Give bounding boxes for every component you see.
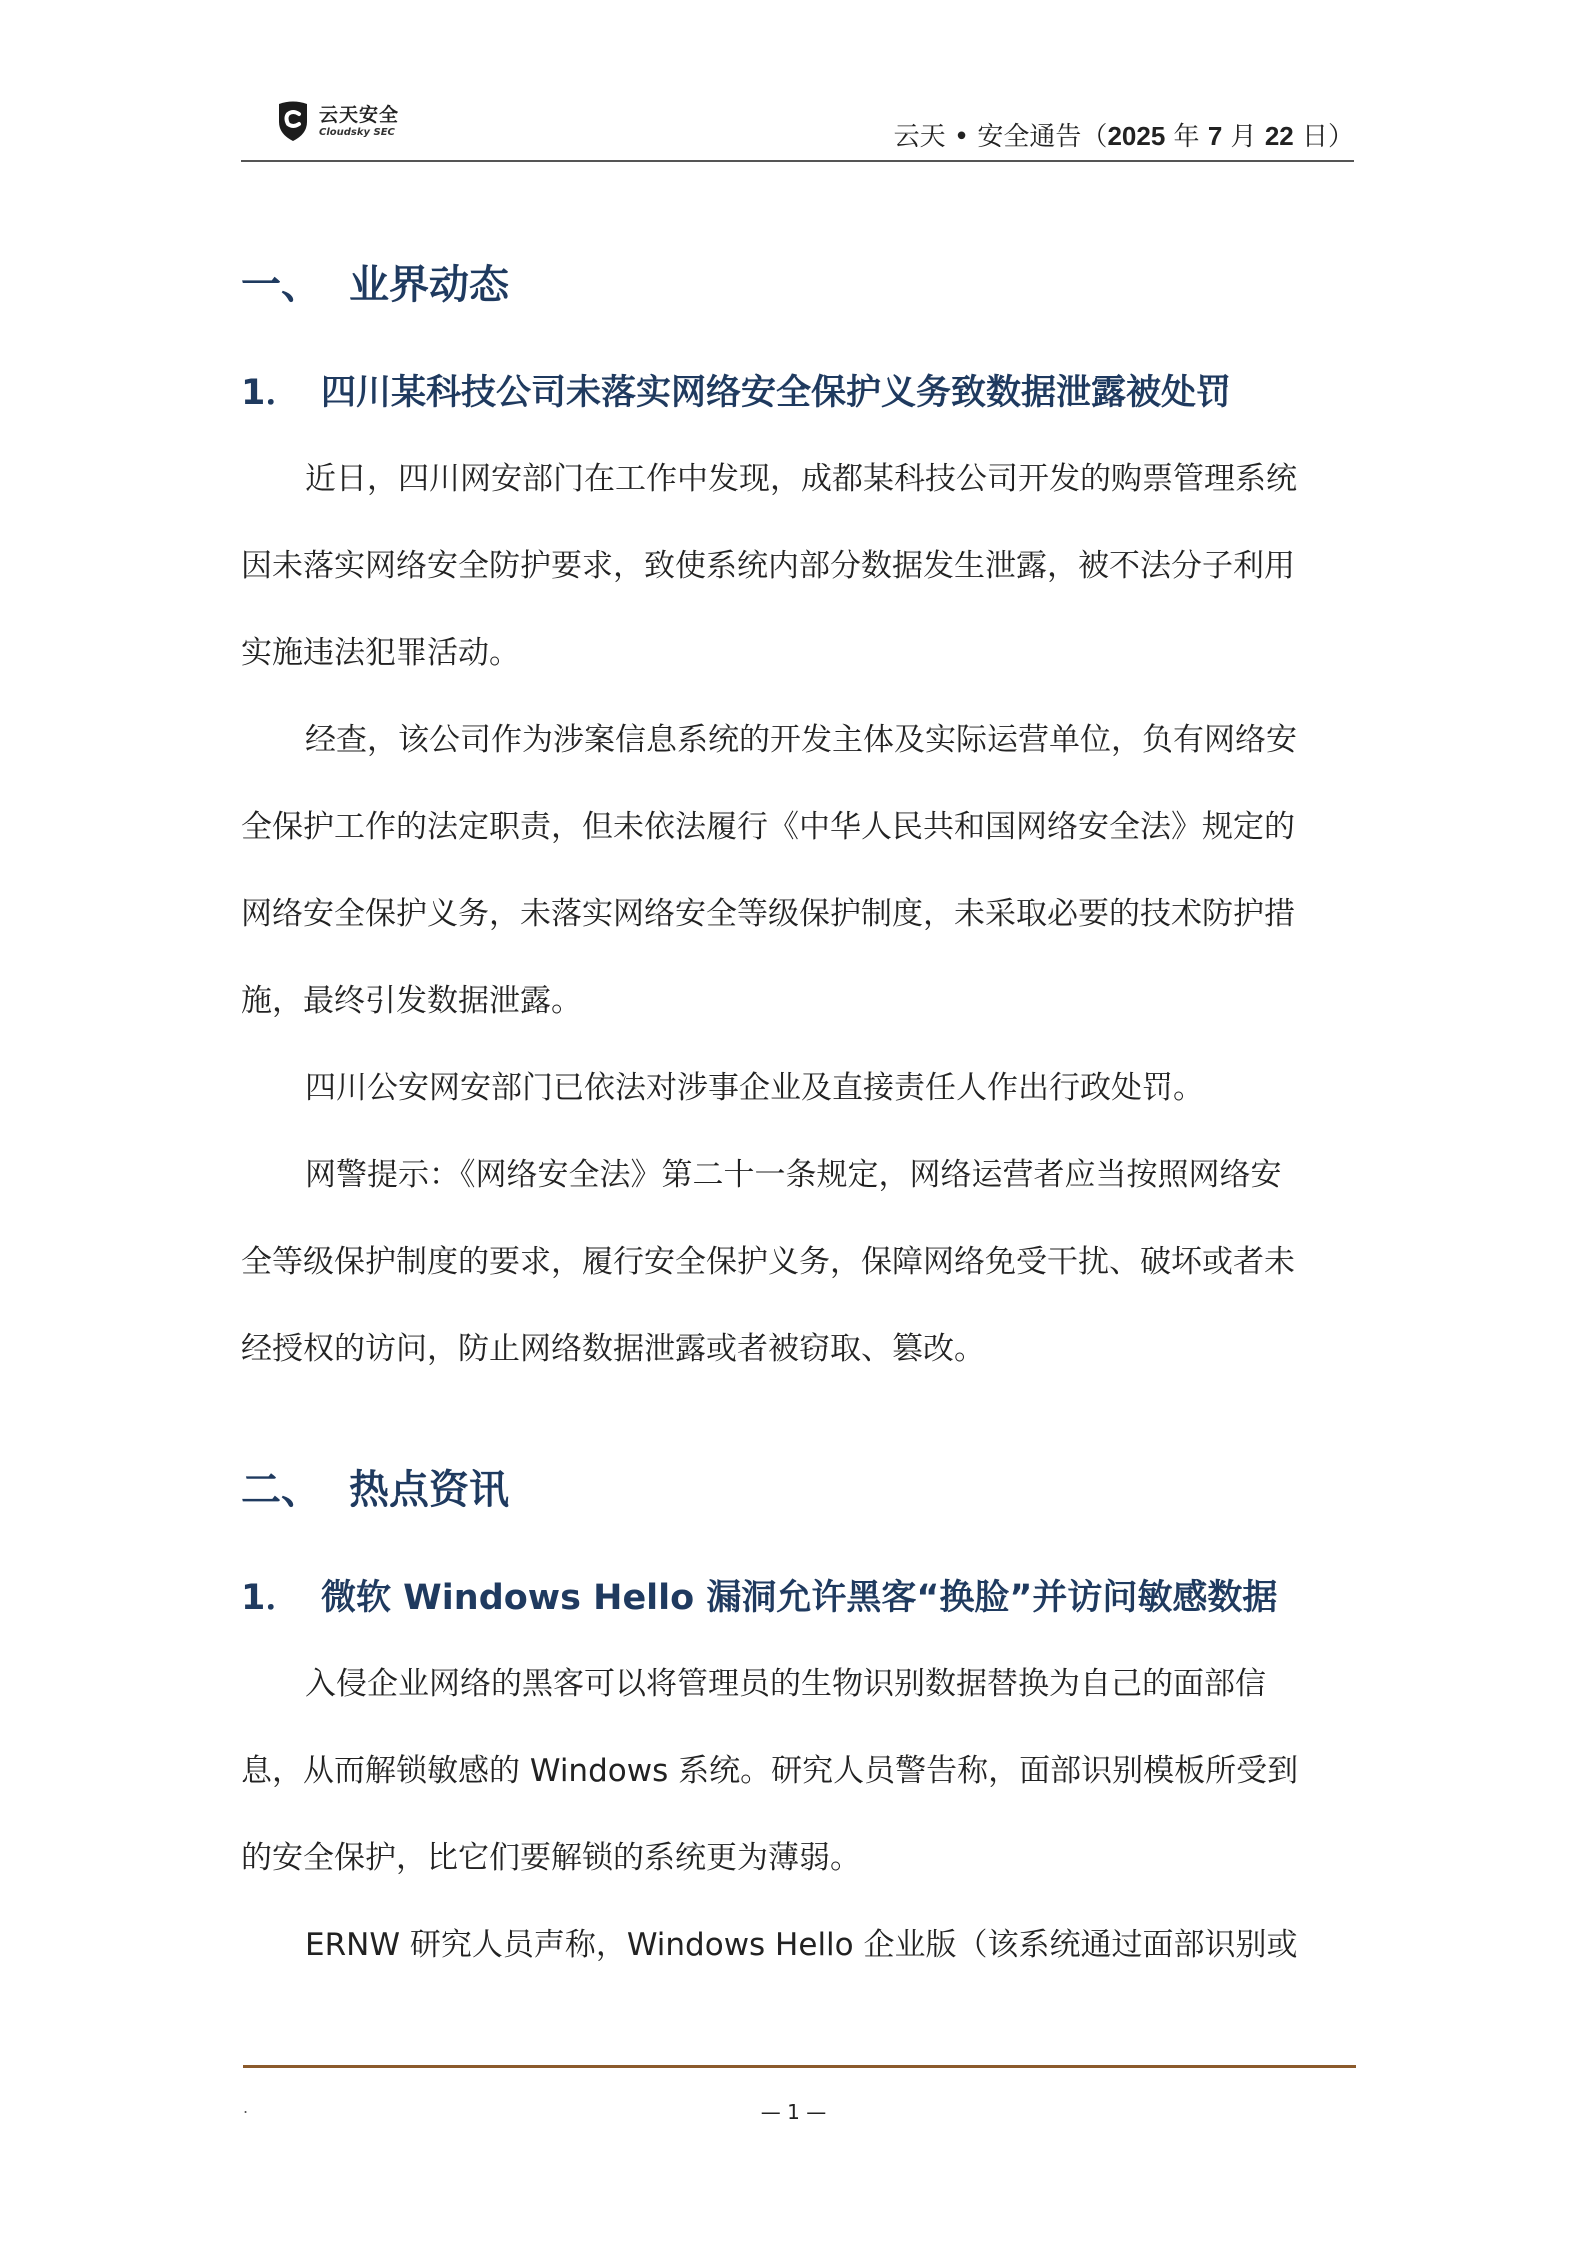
paragraph-line: 网警提示：《网络安全法》第二十一条规定，网络运营者应当按照网络安 — [305, 1157, 1282, 1193]
section-number: 一、 — [241, 262, 321, 308]
article-heading — [241, 368, 1341, 418]
paragraph-line: 因未落实网络安全防护要求，致使系统内部分数据发生泄露，被不法分子利用 — [241, 548, 1295, 584]
paragraph-line: 近日，四川网安部门在工作中发现，成都某科技公司开发的购票管理系统 — [305, 461, 1297, 497]
bulletin-year-unit: 年 — [1165, 122, 1208, 152]
section-title: 热点资讯 — [349, 1467, 509, 1513]
paragraph — [241, 1045, 1341, 1132]
logo-text-en: Cloudsky SEC — [319, 126, 395, 138]
paragraph-line: 全等级保护制度的要求，履行安全保护义务，保障网络免受干扰、破坏或者未 — [241, 1244, 1295, 1280]
paragraph-line: 经授权的访问，防止网络数据泄露或者被窃取、篡改。 — [241, 1331, 985, 1367]
header-divider — [241, 160, 1354, 162]
logo-text-cn: 云天安全 — [319, 103, 400, 126]
article-title: 四川某科技公司未落实网络安全保护义务致数据泄露被处罚 — [321, 373, 1232, 413]
cloudsky-logo — [275, 96, 399, 146]
bulletin-month: 7 — [1207, 121, 1223, 151]
paragraph-line: ERNW 研究人员声称，Windows Hello 企业版（该系统通过面部识别或 — [305, 1927, 1298, 1963]
paragraph — [241, 1641, 1341, 1902]
bulletin-day: 22 — [1264, 121, 1294, 151]
paragraph — [241, 436, 1341, 697]
document-body — [241, 240, 1341, 1989]
section-heading — [241, 1465, 1341, 1515]
section-number: 二、 — [241, 1467, 321, 1513]
shield-logo-icon — [275, 100, 311, 142]
paragraph-line: 入侵企业网络的黑客可以将管理员的生物识别数据替换为自己的面部信 — [305, 1666, 1266, 1702]
page-header — [241, 92, 1354, 162]
article-title: 微软 Windows Hello 漏洞允许黑客“换脸”并访问敏感数据 — [321, 1578, 1278, 1618]
paragraph-line: 网络安全保护义务，未落实网络安全等级保护制度，未采取必要的技术防护措 — [241, 896, 1295, 932]
paragraph-line: 经查，该公司作为涉案信息系统的开发主体及实际运营单位，负有网络安 — [305, 722, 1297, 758]
article-heading — [241, 1573, 1341, 1623]
bulletin-month-unit: 月 — [1222, 122, 1265, 152]
paragraph-line: 四川公安网安部门已依法对涉事企业及直接责任人作出行政处罚。 — [305, 1070, 1204, 1106]
paragraph — [241, 1132, 1341, 1393]
paragraph-line: 息，从而解锁敏感的 Windows 系统。研究人员警告称，面部识别模板所受到 — [241, 1753, 1299, 1789]
article-number: 1． — [241, 373, 301, 413]
paragraph-line: 全保护工作的法定职责，但未依法履行《中华人民共和国网络安全法》规定的 — [241, 809, 1295, 845]
footer-divider — [243, 2065, 1356, 2068]
bulletin-day-unit: 日） — [1293, 122, 1354, 152]
bulletin-title — [894, 116, 1354, 153]
bulletin-year: 2025 — [1107, 121, 1166, 151]
article-number: 1． — [241, 1578, 301, 1618]
paragraph — [241, 697, 1341, 1045]
paragraph-line: 的安全保护，比它们要解锁的系统更为薄弱。 — [241, 1840, 861, 1876]
paragraph — [241, 1902, 1341, 1989]
section-title: 业界动态 — [349, 262, 509, 308]
footer-dot: . — [243, 2098, 249, 2117]
bulletin-title-prefix: 云天 • 安全通告（ — [893, 122, 1108, 152]
section-heading — [241, 260, 1341, 310]
page-number: — 1 — — [760, 2100, 827, 2124]
paragraph-line: 施，最终引发数据泄露。 — [241, 983, 582, 1019]
paragraph-line: 实施违法犯罪活动。 — [241, 635, 520, 671]
